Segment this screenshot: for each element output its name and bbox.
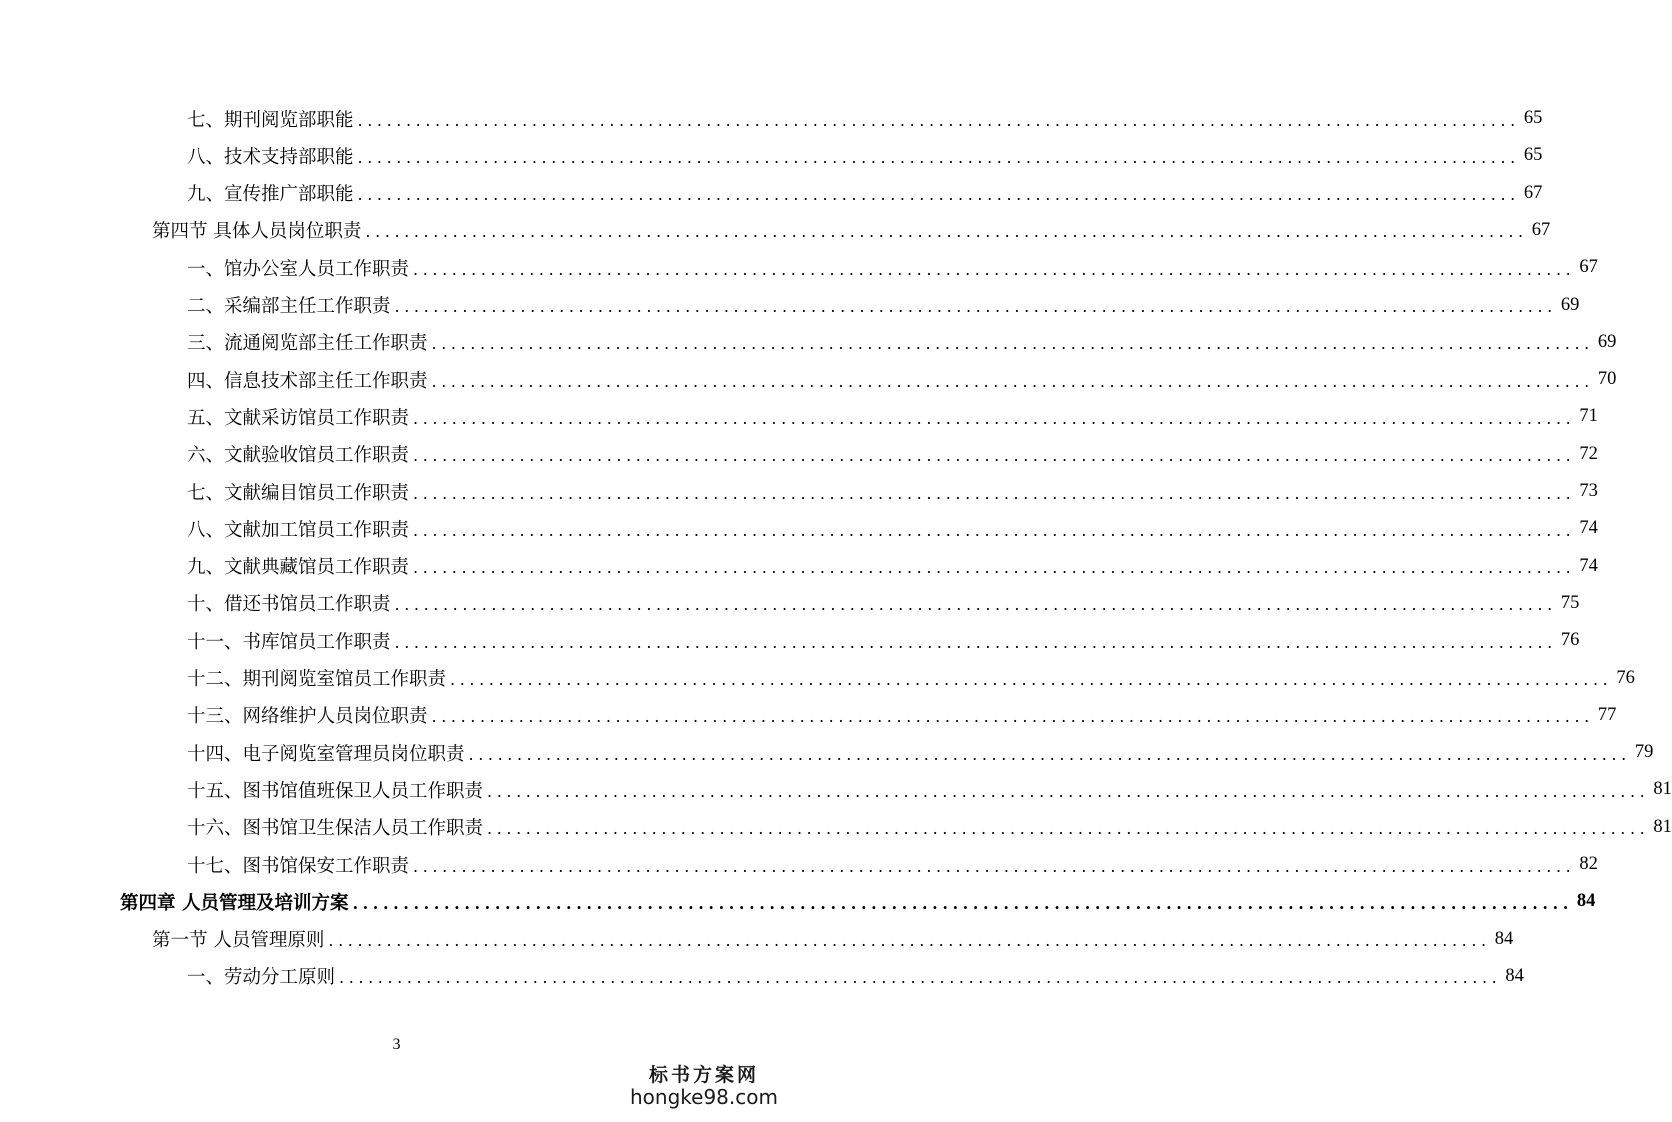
toc-entry-page: 75 bbox=[1560, 592, 1580, 613]
toc-entry-title: 八、文献加工馆员工作职责 bbox=[187, 519, 410, 541]
toc-dot-leader: ........................................................................................................................ bbox=[431, 371, 1594, 391]
toc-entry-page: 76 bbox=[1616, 667, 1635, 688]
toc-entry-page: 70 bbox=[1597, 369, 1617, 390]
toc-entry-page: 67 bbox=[1579, 257, 1598, 278]
toc-entry-title: 七、文献编目馆员工作职责 bbox=[187, 482, 410, 504]
toc-entry bbox=[187, 137, 1543, 174]
toc-entry bbox=[187, 175, 1543, 212]
toc-entry-page: 74 bbox=[1579, 555, 1598, 576]
toc-entry bbox=[187, 249, 1598, 286]
toc-entry-page: 81 bbox=[1653, 779, 1672, 800]
toc-entry bbox=[187, 697, 1617, 734]
toc-entry-page: 65 bbox=[1523, 108, 1543, 128]
toc-entry bbox=[120, 883, 1596, 920]
toc-entry-title: 八、技术支持部职能 bbox=[187, 146, 354, 168]
page-number: 3 bbox=[392, 1036, 401, 1053]
toc-dot-leader: ........................................................................................................................ bbox=[357, 185, 1520, 205]
toc-dot-leader: ........................................................................................................................ bbox=[357, 110, 1520, 130]
toc-entry-page: 65 bbox=[1523, 145, 1543, 166]
toc-entry-title: 九、文献典藏馆员工作职责 bbox=[187, 557, 410, 579]
toc-entry-page: 69 bbox=[1597, 331, 1617, 352]
toc-dot-leader: ........................................................................................................................ bbox=[413, 408, 1576, 428]
toc-entry-title: 七、期刊阅览部职能 bbox=[187, 109, 354, 131]
toc-entry bbox=[187, 660, 1635, 697]
toc-dot-leader: ........................................................................................................................ bbox=[413, 483, 1576, 503]
toc-entry-title: 第四章 人员管理及培训方案 bbox=[120, 892, 349, 914]
toc-entry-page: 73 bbox=[1579, 481, 1598, 501]
toc-entry-page: 84 bbox=[1505, 965, 1524, 986]
toc-entry-title: 十、借还书馆员工作职责 bbox=[187, 594, 391, 616]
toc-entry-title: 第四节 具体人员岗位职责 bbox=[152, 221, 362, 243]
toc-entry-page: 71 bbox=[1579, 406, 1598, 427]
toc-entry-title: 十二、期刊阅览室馆员工作职责 bbox=[187, 669, 447, 690]
toc-entry bbox=[187, 361, 1617, 398]
toc-dot-leader: ........................................................................................................................ bbox=[468, 744, 1631, 764]
toc-entry-page: 67 bbox=[1531, 219, 1551, 240]
toc-entry bbox=[187, 473, 1598, 510]
toc-entry-page: 84 bbox=[1576, 891, 1596, 912]
toc-dot-leader: ........................................................................................................................ bbox=[394, 632, 1557, 652]
toc-entry-title: 一、馆办公室人员工作职责 bbox=[187, 258, 410, 280]
toc-entry-title: 二、采编部主任工作职责 bbox=[187, 296, 391, 317]
toc-dot-leader: ........................................................................................................................ bbox=[487, 781, 1650, 801]
toc-entry-title: 十一、书库馆员工作职责 bbox=[187, 631, 391, 653]
toc-entry-page: 82 bbox=[1579, 854, 1598, 874]
toc-entry-title: 十四、电子阅览室管理员岗位职责 bbox=[187, 743, 465, 765]
toc-entry-title: 十五、图书馆值班保卫人员工作职责 bbox=[187, 780, 484, 802]
toc-entry bbox=[187, 846, 1598, 883]
toc-entry-page: 79 bbox=[1634, 742, 1654, 763]
toc-dot-leader: ........................................................................................................................ bbox=[413, 520, 1576, 540]
toc-entry-title: 五、文献采访馆员工作职责 bbox=[187, 407, 410, 429]
toc-dot-leader: ........................................................................................................................ bbox=[394, 595, 1557, 615]
toc-entry-title: 十七、图书馆保安工作职责 bbox=[187, 855, 410, 877]
toc-entry bbox=[187, 510, 1598, 547]
toc-dot-leader: ........................................................................................................................ bbox=[394, 297, 1557, 316]
toc-dot-leader: ........................................................................................................................ bbox=[365, 222, 1528, 242]
watermark-title: 标书方案网 bbox=[648, 1064, 759, 1086]
toc-dot-leader: ........................................................................................................................ bbox=[431, 334, 1594, 354]
toc-dot-leader: ........................................................................................................................ bbox=[431, 707, 1594, 727]
toc-entry bbox=[187, 287, 1580, 324]
toc-dot-leader: ........................................................................................................................ bbox=[339, 968, 1502, 988]
toc-entry-title: 三、流通阅览部主任工作职责 bbox=[187, 333, 428, 355]
toc-entry bbox=[187, 548, 1598, 585]
toc-dot-leader: ........................................................................................................................ bbox=[413, 446, 1576, 466]
toc-dot-leader: ........................................................................................................................ bbox=[487, 819, 1650, 839]
toc-entry bbox=[152, 212, 1551, 249]
toc-entry-title: 十三、网络维护人员岗位职责 bbox=[187, 706, 428, 728]
toc-entry bbox=[187, 324, 1617, 361]
toc-entry bbox=[187, 398, 1598, 435]
toc-entry-page: 84 bbox=[1494, 928, 1514, 949]
toc-dot-leader: ........................................................................................................................ bbox=[450, 670, 1613, 689]
toc-entry bbox=[187, 622, 1580, 659]
toc-entry bbox=[187, 436, 1598, 473]
toc-dot-leader: ........................................................................................................................ bbox=[357, 147, 1520, 167]
toc-entry-page: 69 bbox=[1560, 294, 1580, 315]
toc-entry-title: 第一节 人员管理原则 bbox=[152, 930, 325, 952]
toc-entry bbox=[187, 100, 1543, 137]
toc-dot-leader: ........................................................................................................................ bbox=[328, 931, 1491, 951]
toc-entry bbox=[187, 585, 1580, 622]
toc-entry bbox=[152, 921, 1514, 958]
toc-entry-page: 77 bbox=[1597, 704, 1617, 725]
toc-entry-page: 67 bbox=[1523, 182, 1543, 203]
toc-entry-title: 一、劳动分工原则 bbox=[187, 967, 336, 989]
toc-entry-title: 九、宣传推广部职能 bbox=[187, 184, 354, 206]
toc-entry-page: 81 bbox=[1653, 816, 1672, 837]
toc-entry-title: 六、文献验收馆员工作职责 bbox=[187, 445, 410, 467]
toc-entry bbox=[187, 734, 1654, 771]
toc-dot-leader: ........................................................................................................................ bbox=[352, 893, 1573, 913]
toc-entry bbox=[187, 809, 1672, 846]
toc-entry bbox=[187, 771, 1672, 808]
toc-dot-leader: ........................................................................................................................ bbox=[413, 558, 1576, 578]
site-watermark bbox=[629, 1060, 779, 1109]
toc-entry bbox=[187, 958, 1524, 995]
toc-dot-leader: ........................................................................................................................ bbox=[413, 259, 1576, 279]
toc-entry-title: 十六、图书馆卫生保洁人员工作职责 bbox=[187, 818, 484, 840]
toc-dot-leader: ........................................................................................................................ bbox=[413, 856, 1576, 876]
toc-entry-page: 76 bbox=[1560, 630, 1580, 651]
watermark-url: hongke98.com bbox=[630, 1085, 778, 1109]
toc-entry-page: 72 bbox=[1579, 443, 1598, 464]
toc-entry-page: 74 bbox=[1579, 518, 1598, 539]
toc-entry-title: 四、信息技术部主任工作职责 bbox=[187, 370, 428, 392]
